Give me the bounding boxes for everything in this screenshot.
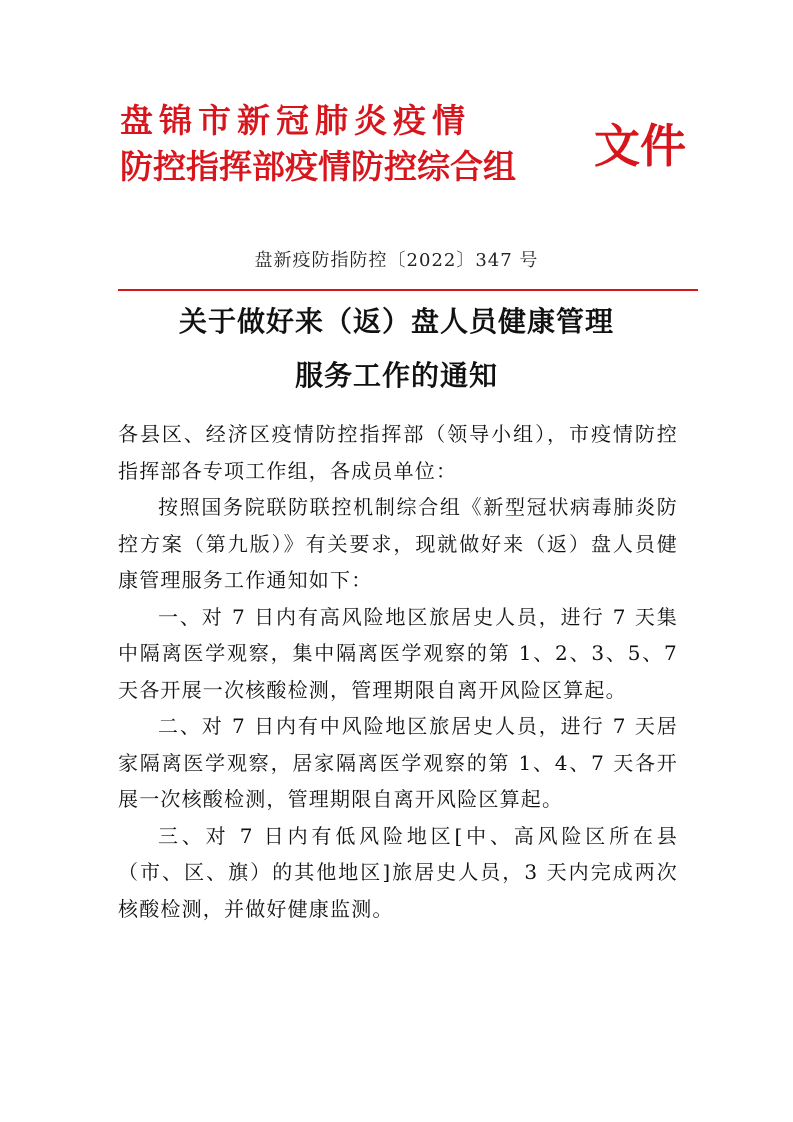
item-3-paragraph: 三、对 7 日内有低风险地区[中、高风险区所在县（市、区、旗）的其他地区]旅居史人员，3 天内完成两次核酸检测，并做好健康监测。 — [118, 823, 678, 921]
item-2-paragraph: 二、对 7 日内有中风险地区旅居史人员，进行 7 天居家隔离医学观察，居家隔离医学观察的第 1、4、7 天各开展一次核酸检测，管理期限自离开风险区算起。 — [118, 714, 678, 811]
issuing-authority-line-2: 防控指挥部疫情防控综合组 — [120, 147, 516, 186]
document-type-label: 文件 — [594, 119, 686, 173]
intro-paragraph: 按照国务院联防联控机制综合组《新型冠状病毒肺炎防控方案（第九版）》有关要求，现就做好来（返）盘人员健康管理服务工作通知如下： — [118, 495, 678, 592]
issuing-authority-header — [120, 98, 686, 198]
document-number: 盘新疫防指防控〔2022〕347 号 — [254, 250, 539, 271]
document-title-line-1: 关于做好来（返）盘人员健康管理 — [178, 305, 614, 338]
addressee-paragraph: 各县区、经济区疫情防控指挥部（领导小组），市疫情防控指挥部各专项工作组，各成员单位： — [118, 422, 678, 483]
document-title-line-2: 服务工作的通知 — [294, 359, 498, 392]
red-divider-line — [118, 289, 698, 291]
issuing-authority-name — [120, 98, 590, 190]
issuing-authority-line-1: 盘锦市新冠肺炎疫情 — [120, 101, 471, 140]
document-body — [118, 416, 678, 927]
item-1-paragraph: 一、对 7 日内有高风险地区旅居史人员，进行 7 天集中隔离医学观察，集中隔离医学观察的第 1、2、3、5、7 天各开展一次核酸检测，管理期限自离开风险区算起。 — [118, 604, 678, 702]
